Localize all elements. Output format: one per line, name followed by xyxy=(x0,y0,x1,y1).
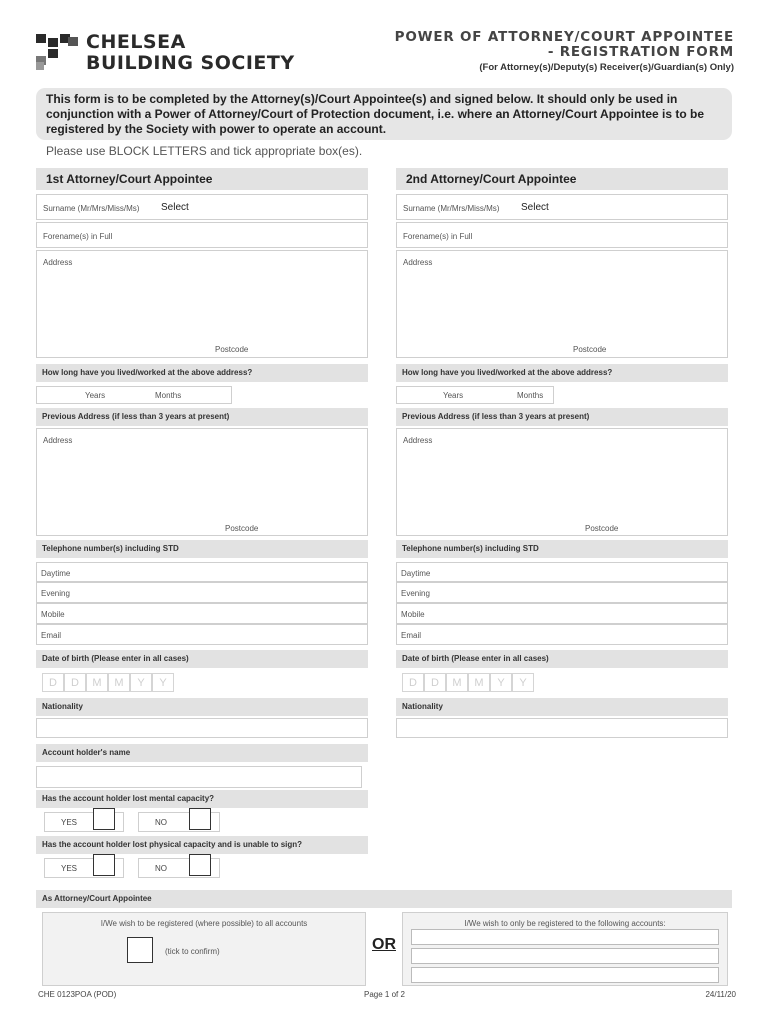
form-title: POWER OF ATTORNEY/COURT APPOINTEE - REGISTRATION FORM xyxy=(394,29,734,60)
daytime-field[interactable] xyxy=(396,562,728,582)
register-specific-panel xyxy=(402,912,728,986)
section-title: 1st Attorney/Court Appointee xyxy=(36,168,368,190)
previous-address-label: Previous Address (if less than 3 years at present) xyxy=(36,408,368,426)
postcode-label: Postcode xyxy=(215,345,249,354)
dob-label: Date of birth (Please enter in all cases) xyxy=(396,650,728,668)
or-separator: OR xyxy=(372,936,396,953)
register-all-label: I/We wish to be registered (where possible) to all accounts xyxy=(100,919,308,928)
form-date: 24/11/20 xyxy=(705,990,736,999)
dob-field[interactable] xyxy=(396,673,728,693)
dob-month-cell[interactable]: M xyxy=(446,673,468,692)
mental-yes-checkbox[interactable] xyxy=(93,808,115,830)
previous-address-field[interactable] xyxy=(396,428,728,536)
dob-year-cell[interactable]: Y xyxy=(152,673,174,692)
forenames-label: Forename(s) in Full xyxy=(43,232,113,241)
account-number-line[interactable] xyxy=(411,967,719,983)
previous-address-field[interactable] xyxy=(36,428,368,536)
dob-field[interactable] xyxy=(36,673,368,693)
surname-label: Surname (Mr/Mrs/Miss/Ms) xyxy=(403,204,500,213)
logo-mark-icon xyxy=(34,32,80,72)
dob-month-cell[interactable]: M xyxy=(108,673,130,692)
physical-yes-checkbox[interactable] xyxy=(93,854,115,876)
email-label: Email xyxy=(401,631,422,640)
tick-confirm-label: (tick to confirm) xyxy=(165,947,220,956)
physical-no-option[interactable]: NO xyxy=(138,858,220,878)
email-field[interactable] xyxy=(396,624,728,645)
how-long-label: How long have you lived/worked at the above address? xyxy=(396,364,728,382)
forenames-label: Forename(s) in Full xyxy=(403,232,473,241)
page-number: Page 1 of 2 xyxy=(364,990,405,999)
years-label: Years xyxy=(85,391,106,400)
months-label: Months xyxy=(517,391,544,400)
address-label: Address xyxy=(43,258,73,267)
email-label: Email xyxy=(41,631,62,640)
years-months-field[interactable] xyxy=(396,386,554,404)
dob-day-cell[interactable]: D xyxy=(42,673,64,692)
prev-postcode-label: Postcode xyxy=(225,524,259,533)
daytime-label: Daytime xyxy=(41,569,71,578)
postcode-label: Postcode xyxy=(573,345,607,354)
mental-no-checkbox[interactable] xyxy=(189,808,211,830)
nationality-field[interactable] xyxy=(396,718,728,738)
surname-field[interactable] xyxy=(36,194,368,220)
mental-capacity-label: Has the account holder lost mental capacity? xyxy=(36,790,368,808)
dob-year-cell[interactable]: Y xyxy=(490,673,512,692)
dob-month-cell[interactable]: M xyxy=(86,673,108,692)
physical-yes-option[interactable]: YES xyxy=(44,858,124,878)
register-all-checkbox[interactable] xyxy=(127,937,153,963)
intro-text: This form is to be completed by the Attorney(s)/Court Appointee(s) and signed below. It should only be used in conjunction with a Power of Attorney/Court of Protection document, i.e. where an Attorney/Court Appointee is to be registered by the Society with power to operate an account. xyxy=(36,88,732,140)
nationality-field[interactable] xyxy=(36,718,368,738)
evening-label: Evening xyxy=(401,589,430,598)
months-label: Months xyxy=(155,391,182,400)
nationality-label: Nationality xyxy=(396,698,728,716)
address-field[interactable] xyxy=(396,250,728,358)
surname-field[interactable] xyxy=(396,194,728,220)
dob-day-cell[interactable]: D xyxy=(402,673,424,692)
physical-no-checkbox[interactable] xyxy=(189,854,211,876)
dob-year-cell[interactable]: Y xyxy=(512,673,534,692)
daytime-label: Daytime xyxy=(401,569,431,578)
forenames-field[interactable] xyxy=(36,222,368,248)
previous-address-label: Previous Address (if less than 3 years at present) xyxy=(396,408,728,426)
forenames-field[interactable] xyxy=(396,222,728,248)
address-label: Address xyxy=(403,258,433,267)
form-code: CHE 0123POA (POD) xyxy=(38,990,117,999)
daytime-field[interactable] xyxy=(36,562,368,582)
mobile-field[interactable] xyxy=(36,603,368,624)
second-appointee-section xyxy=(396,168,728,711)
section-title: 2nd Attorney/Court Appointee xyxy=(396,168,728,190)
address-field[interactable] xyxy=(36,250,368,358)
account-holder-field[interactable] xyxy=(36,766,362,788)
dob-month-cell[interactable]: M xyxy=(468,673,490,692)
register-specific-label: I/We wish to only be registered to the following accounts: xyxy=(464,919,666,928)
mobile-label: Mobile xyxy=(401,610,425,619)
dob-year-cell[interactable]: Y xyxy=(130,673,152,692)
title-select[interactable]: Select xyxy=(521,202,549,213)
years-label: Years xyxy=(443,391,464,400)
account-number-line[interactable] xyxy=(411,929,719,945)
physical-capacity-label: Has the account holder lost physical capacity and is unable to sign? xyxy=(36,836,368,854)
first-appointee-section xyxy=(36,168,368,873)
dob-day-cell[interactable]: D xyxy=(424,673,446,692)
mental-yes-option[interactable]: YES xyxy=(44,812,124,832)
mobile-field[interactable] xyxy=(396,603,728,624)
dob-label: Date of birth (Please enter in all cases) xyxy=(36,650,368,668)
mental-no-option[interactable]: NO xyxy=(138,812,220,832)
email-field[interactable] xyxy=(36,624,368,645)
years-months-field[interactable] xyxy=(36,386,232,404)
as-attorney-label: As Attorney/Court Appointee xyxy=(36,890,732,908)
chelsea-logo xyxy=(34,32,314,76)
prev-postcode-label: Postcode xyxy=(585,524,619,533)
mobile-label: Mobile xyxy=(41,610,65,619)
account-holder-label: Account holder's name xyxy=(36,744,368,762)
brand-name: CHELSEA BUILDING SOCIETY xyxy=(86,31,295,74)
account-number-line[interactable] xyxy=(411,948,719,964)
evening-field[interactable] xyxy=(36,582,368,603)
evening-field[interactable] xyxy=(396,582,728,603)
instruction-text: Please use BLOCK LETTERS and tick appropriate box(es). xyxy=(46,144,363,158)
telephone-label: Telephone number(s) including STD xyxy=(396,540,728,558)
dob-day-cell[interactable]: D xyxy=(64,673,86,692)
prev-address-label: Address xyxy=(43,436,73,445)
how-long-label: How long have you lived/worked at the above address? xyxy=(36,364,368,382)
form-subtitle: (For Attorney(s)/Deputy(s) Receiver(s)/Guardian(s) Only) xyxy=(479,62,734,73)
evening-label: Evening xyxy=(41,589,70,598)
title-select[interactable]: Select xyxy=(161,202,189,213)
telephone-label: Telephone number(s) including STD xyxy=(36,540,368,558)
prev-address-label: Address xyxy=(403,436,433,445)
register-all-panel xyxy=(42,912,366,986)
nationality-label: Nationality xyxy=(36,698,368,716)
surname-label: Surname (Mr/Mrs/Miss/Ms) xyxy=(43,204,140,213)
